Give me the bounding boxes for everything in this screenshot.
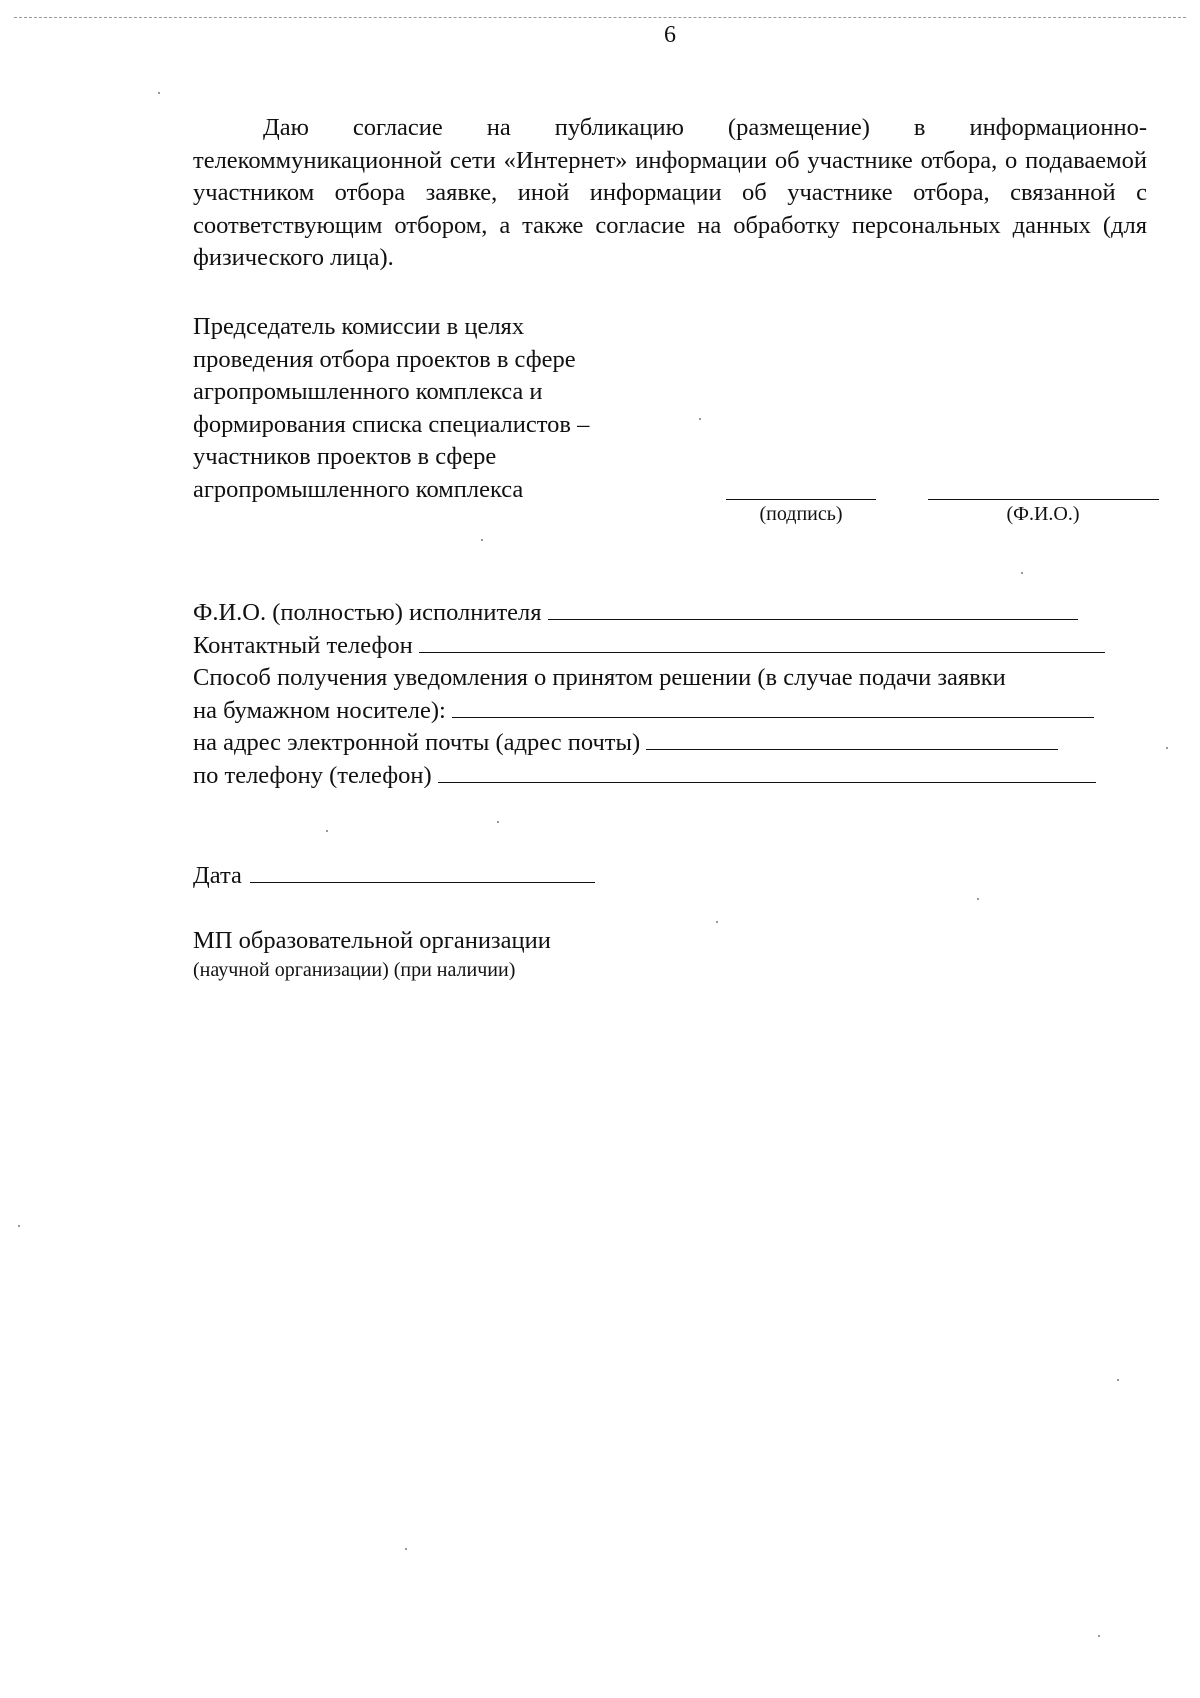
chair-block: [193, 311, 693, 506]
by-phone-blank[interactable]: [438, 760, 1096, 783]
notification-row: [193, 662, 1153, 695]
scan-speck: [158, 92, 160, 94]
name-caption: (Ф.И.О.): [1006, 503, 1080, 525]
scan-speck: [497, 821, 499, 823]
scan-speck: [699, 418, 701, 420]
page-number: 6: [664, 22, 676, 48]
scan-speck: [326, 830, 328, 832]
phone-blank[interactable]: [419, 630, 1105, 653]
notification-blank[interactable]: [452, 695, 1094, 718]
executor-label: Ф.И.О. (полностью) исполнителя: [193, 599, 542, 626]
consent-paragraph: Даю согласие на публикацию (размещение) в информационно-телекоммуникационной сети «Интернет» информации об участнике отбора, о подаваемой участником отбора заявке, иной информации об участнике отбора, связанной с соответствующим отбором, а также согласие на обработку персональных данных (для физического лица).: [193, 114, 1147, 271]
executor-blank[interactable]: [548, 597, 1078, 620]
scan-speck: [1166, 747, 1168, 749]
notification-label-line1: Способ получения уведомления о принятом решении (в случае подачи заявки: [193, 664, 1006, 691]
chair-line: агропромышленного комплекса и: [193, 378, 543, 405]
by-phone-row: [193, 760, 1153, 793]
stamp-label: МП образовательной организации: [193, 927, 551, 954]
by-phone-label: по телефону (телефон): [193, 761, 432, 789]
scan-speck: [977, 898, 979, 900]
signature-line[interactable]: [726, 499, 876, 500]
executor-fields: [193, 597, 1153, 792]
name-line[interactable]: [928, 499, 1159, 500]
scan-top-edge: [14, 17, 1186, 18]
chair-line: проведения отбора проектов в сфере: [193, 345, 576, 373]
email-blank[interactable]: [646, 727, 1058, 750]
date-row: [193, 860, 595, 890]
phone-label: Контактный телефон: [193, 631, 413, 659]
stamp-sublabel: (научной организации) (при наличии): [193, 959, 516, 981]
scan-speck: [405, 1548, 407, 1550]
chair-line: Председатель комиссии в целях: [193, 313, 525, 340]
scan-speck: [18, 1225, 20, 1227]
notification-row-2: [193, 695, 1153, 728]
scan-speck: [481, 539, 483, 541]
date-blank[interactable]: [250, 860, 595, 883]
chair-line: агропромышленного комплекса: [193, 475, 524, 503]
notification-label-line2: на бумажном носителе):: [193, 696, 446, 724]
scan-speck: [716, 921, 718, 923]
signature-caption: (подпись): [759, 503, 843, 525]
executor-row: [193, 597, 1153, 630]
scan-speck: [1098, 1635, 1100, 1637]
scan-speck: [1117, 1379, 1119, 1381]
phone-row: [193, 630, 1153, 663]
chair-line: участников проектов в сфере: [193, 443, 497, 470]
chair-line: формирования списка специалистов –: [193, 410, 590, 438]
scan-speck: [1021, 572, 1023, 574]
email-label: на адрес электронной почты (адрес почты): [193, 729, 641, 756]
email-row: [193, 727, 1153, 760]
date-label: Дата: [193, 862, 242, 889]
